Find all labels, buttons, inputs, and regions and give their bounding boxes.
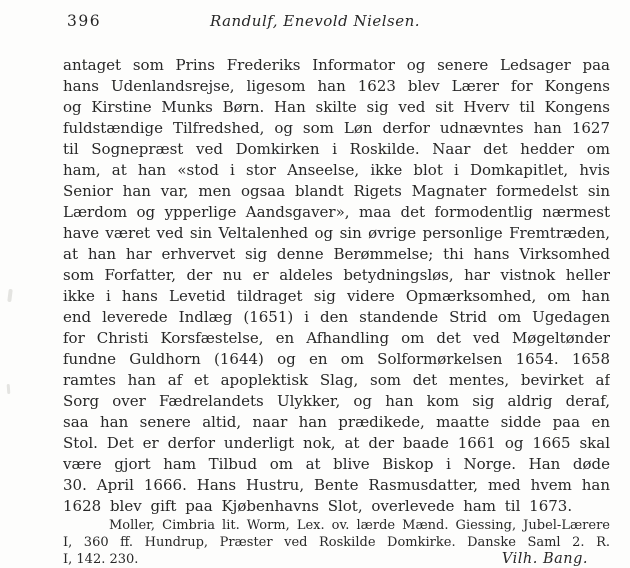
text-line: Sorg over Fædrelandets Ulykker, og han kom sig aldrig deraf, bbox=[63, 392, 610, 410]
scan-artifact bbox=[7, 384, 11, 394]
text-line: saa han senere altid, naar han prædikede, maatte sidde paa en bbox=[63, 413, 610, 431]
page-header bbox=[0, 12, 630, 32]
author-signature: Vilh. Bang. bbox=[501, 551, 588, 567]
text-line: end leverede Indlæg (1651) i den standende Strid om Ugedagen bbox=[63, 308, 610, 326]
bibliography-line: I, 360 ff. Hundrup, Præster ved Roskilde Domkirke. Danske Saml 2. R. bbox=[63, 535, 610, 550]
text-line: 30. April 1666. Hans Hustru, Bente Rasmusdatter, med hvem han bbox=[63, 476, 610, 494]
text-line: fuldstændige Tilfredshed, og som Løn derfor udnævntes han 1627 bbox=[63, 119, 610, 137]
bibliography-last-row bbox=[63, 551, 610, 568]
text-line: fundne Guldhorn (1644) og en om Solformørkelsen 1654. 1658 bbox=[63, 350, 610, 368]
bibliography-line: I, 142. 230. bbox=[63, 552, 139, 567]
text-line: og Kirstine Munks Børn. Han skilte sig ved sit Hverv til Kongens bbox=[63, 98, 610, 116]
text-line: til Sognepræst ved Domkirken i Roskilde. Naar det hedder om bbox=[63, 140, 610, 158]
text-line: at han har erhvervet sig denne Berømmelse; thi hans Virksomhed bbox=[63, 245, 610, 263]
text-line: Senior han var, men ogsaa blandt Rigets Magnater formedelst sin bbox=[63, 182, 610, 200]
bibliography-line: Moller, Cimbria lit. Worm, Lex. ov. lærde Mænd. Giessing, Jubel-Lærere bbox=[109, 518, 610, 533]
text-line: Lærdom og ypperlige Aandsgaver», maa det formodentlig nærmest bbox=[63, 203, 610, 221]
text-line: være gjort ham Tilbud om at blive Biskop i Norge. Han døde bbox=[63, 455, 610, 473]
text-line: for Christi Korsfæstelse, en Afhandling om det ved Møgeltønder bbox=[63, 329, 610, 347]
text-line: ham, at han «stod i stor Anseelse, ikke blot i Domkapitlet, hvis bbox=[63, 161, 610, 179]
text-line: 1628 blev gift paa Kjøbenhavns Slot, overlevede ham til 1673. bbox=[63, 497, 573, 515]
bibliography bbox=[63, 517, 610, 568]
scan-artifact bbox=[7, 289, 13, 302]
running-header: Randulf, Enevold Nielsen. bbox=[209, 12, 421, 30]
text-line: antaget som Prins Frederiks Informator og senere Ledsager paa bbox=[63, 56, 610, 74]
text-line: have været ved sin Veltalenhed og sin øvrige personlige Fremtræden, bbox=[63, 224, 610, 242]
text-line: Stol. Det er derfor underligt nok, at der baade 1661 og 1665 skal bbox=[63, 434, 610, 452]
text-line: ikke i hans Levetid tildraget sig videre Opmærksomhed, om han bbox=[63, 287, 610, 305]
body-text bbox=[63, 55, 610, 568]
page-number: 396 bbox=[67, 12, 102, 30]
text-line: hans Udenlandsrejse, ligesom han 1623 blev Lærer for Kongens bbox=[63, 77, 610, 95]
text-line: som Forfatter, der nu er aldeles betydningsløs, har vistnok heller bbox=[63, 266, 610, 284]
text-line: ramtes han af et apoplektisk Slag, som det mentes, bevirket af bbox=[63, 371, 610, 389]
